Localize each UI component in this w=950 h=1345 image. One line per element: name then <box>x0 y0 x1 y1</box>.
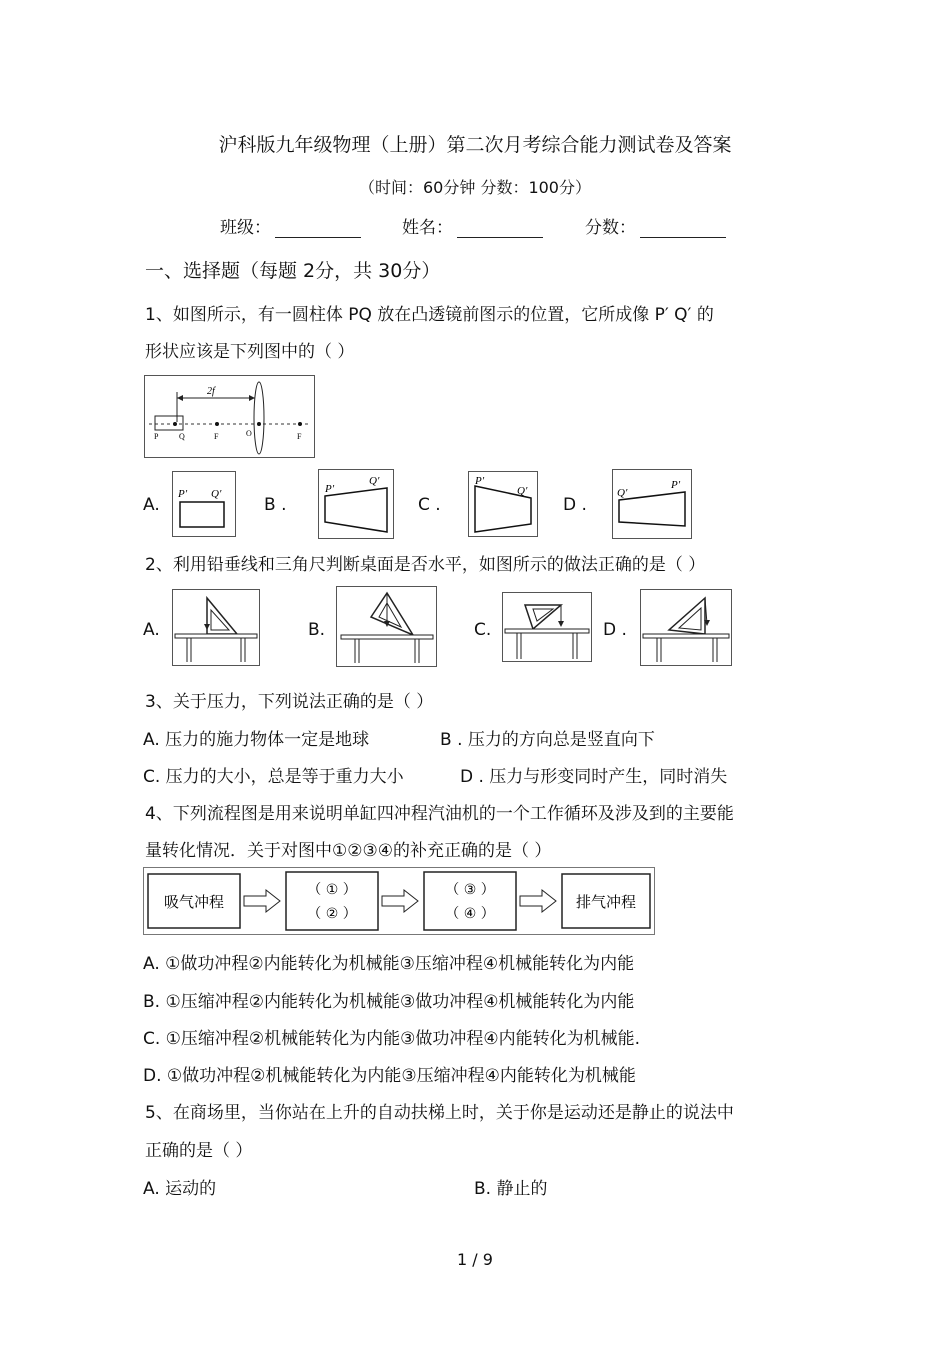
score-blank <box>640 221 726 238</box>
q2-image-d <box>640 589 732 666</box>
q2-option-a[interactable]: A. <box>143 620 160 640</box>
dist-label: 2f <box>207 386 215 397</box>
q2-option-d[interactable]: D . <box>603 620 627 640</box>
q1-lens-figure <box>144 375 315 458</box>
q5-option-a[interactable]: A. 运动的 <box>143 1179 217 1199</box>
name-label: 姓名： <box>402 218 453 238</box>
q2-image-b <box>336 586 437 667</box>
q1-option-c[interactable]: C . <box>418 495 441 515</box>
a-q-label: Q′ <box>211 488 222 500</box>
q3-option-d[interactable]: D . 压力与形变同时产生，同时消失 <box>460 767 728 787</box>
q1-image-b <box>318 469 394 539</box>
name-blank <box>457 221 543 238</box>
section-heading: 一、选择题（每题 2分，共 30分） <box>145 260 441 282</box>
q1-image-c <box>468 471 538 537</box>
exam-info: （时间：60分钟 分数：100分） <box>359 178 591 197</box>
flow-box2-top: （ ③ ） <box>445 882 495 898</box>
c-q-label: Q′ <box>517 485 528 497</box>
b-q-label: Q′ <box>369 475 380 487</box>
o-label: O <box>246 429 252 438</box>
class-blank <box>275 221 361 238</box>
q1-text-line1: 1、如图所示，有一圆柱体 PQ 放在凸透镜前图示的位置，它所成像 P′ Q′ 的 <box>145 305 714 325</box>
q3-option-b[interactable]: B . 压力的方向总是竖直向下 <box>440 730 655 750</box>
d-p-label: P′ <box>671 479 681 491</box>
score-field <box>585 213 726 238</box>
q1-image-d <box>612 469 692 539</box>
name-field <box>402 213 543 238</box>
flow-end: 排气冲程 <box>575 893 637 911</box>
page-number: 1 / 9 <box>457 1250 493 1269</box>
b-p-label: P′ <box>325 483 335 495</box>
q4-option-d[interactable]: D. ①做功冲程②机械能转化为内能③压缩冲程④内能转化为机械能 <box>143 1066 636 1086</box>
f1-label: F <box>214 432 219 441</box>
q-label: Q <box>179 432 185 441</box>
q2-option-c[interactable]: C. <box>474 620 492 640</box>
q4-text-line1: 4、下列流程图是用来说明单缸四冲程汽油机的一个工作循环及涉及到的主要能 <box>145 804 734 824</box>
c-p-label: P′ <box>475 475 485 487</box>
q1-text-line2: 形状应该是下列图中的（ ） <box>145 342 355 362</box>
class-field <box>220 213 361 238</box>
q1-option-b[interactable]: B . <box>264 495 287 515</box>
q5-text-line2: 正确的是（ ） <box>145 1141 253 1161</box>
f2-label: F <box>297 432 302 441</box>
page-title: 沪科版九年级物理（上册）第二次月考综合能力测试卷及答案 <box>218 134 732 156</box>
q4-text-line2: 量转化情况．关于对图中①②③④的补充正确的是（ ） <box>145 841 552 861</box>
score-label: 分数： <box>585 218 636 238</box>
q2-text: 2、利用铅垂线和三角尺判断桌面是否水平，如图所示的做法正确的是（ ） <box>145 555 706 575</box>
flow-box2-bottom: （ ④ ） <box>445 906 495 922</box>
flow-box1-bottom: （ ② ） <box>307 906 357 922</box>
q4-flowchart <box>143 867 655 935</box>
class-label: 班级： <box>220 218 271 238</box>
a-p-label: P′ <box>178 488 188 500</box>
p-label: P <box>154 432 159 441</box>
q3-text: 3、关于压力，下列说法正确的是（ ） <box>145 692 434 712</box>
d-q-label: Q′ <box>617 487 628 499</box>
q2-option-b[interactable]: B. <box>308 620 326 640</box>
q2-image-c <box>502 592 592 662</box>
q4-option-b[interactable]: B. ①压缩冲程②内能转化为机械能③做功冲程④机械能转化为内能 <box>143 992 635 1012</box>
flow-start: 吸气冲程 <box>163 893 225 911</box>
q1-option-a[interactable]: A. <box>143 495 160 515</box>
q3-option-a[interactable]: A. 压力的施力物体一定是地球 <box>143 730 370 750</box>
q4-option-a[interactable]: A. ①做功冲程②内能转化为机械能③压缩冲程④机械能转化为内能 <box>143 954 635 974</box>
q5-option-b[interactable]: B. 静止的 <box>474 1179 548 1199</box>
q4-option-c[interactable]: C. ①压缩冲程②机械能转化为内能③做功冲程④内能转化为机械能. <box>143 1029 641 1049</box>
q3-option-c[interactable]: C. 压力的大小，总是等于重力大小 <box>143 767 404 787</box>
q1-option-d[interactable]: D . <box>563 495 587 515</box>
flow-box1-top: （ ① ） <box>307 882 357 898</box>
q5-text-line1: 5、在商场里，当你站在上升的自动扶梯上时，关于你是运动还是静止的说法中 <box>145 1103 734 1123</box>
q2-image-a <box>172 589 260 666</box>
q1-image-a <box>172 471 236 537</box>
